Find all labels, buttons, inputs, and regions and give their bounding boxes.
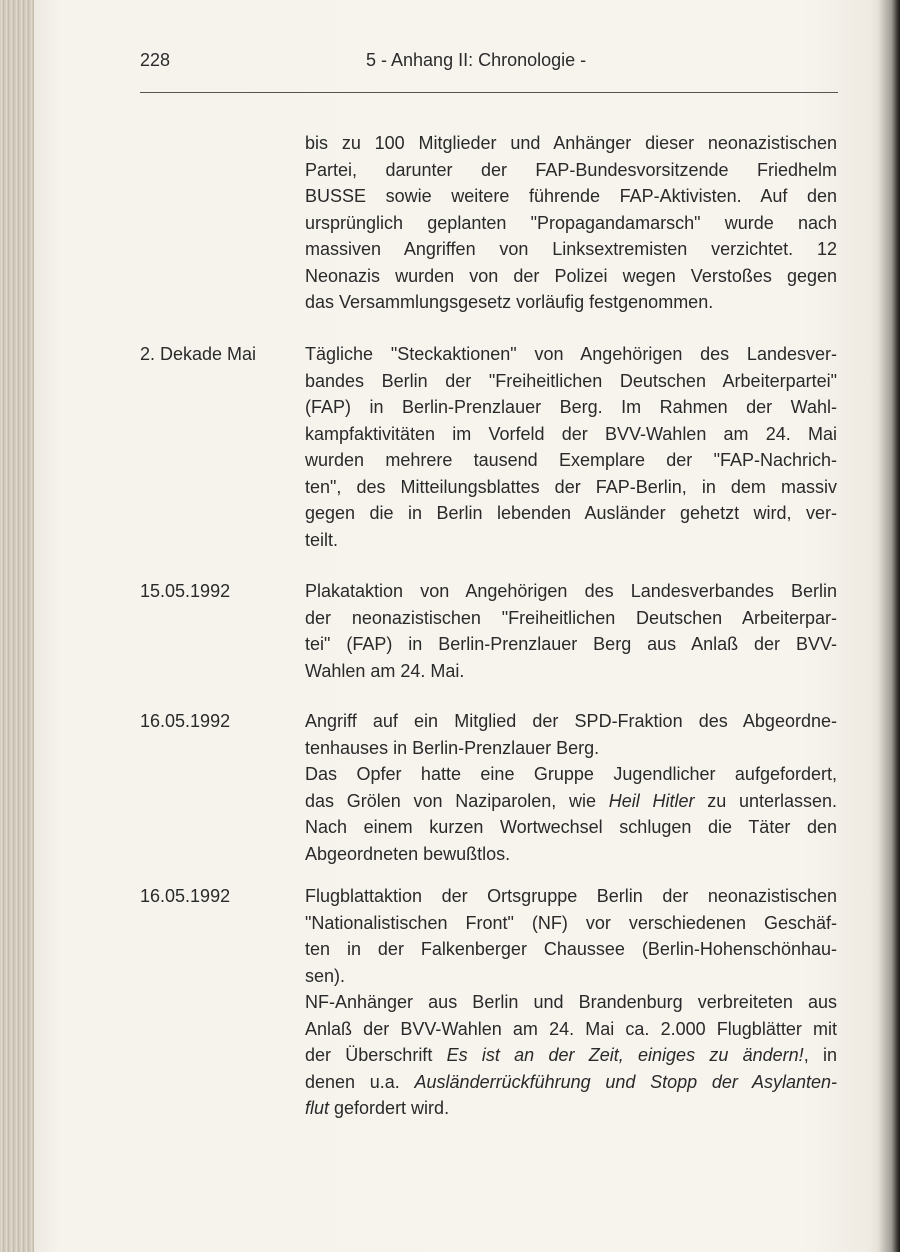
- text-line: BUSSE sowie weitere führende FAP-Aktivisten. Auf den: [305, 186, 837, 206]
- book-binding-left: [0, 0, 34, 1252]
- entry-date: 16.05.1992: [140, 886, 231, 906]
- text-line: Partei, darunter der FAP-Bundesvorsitzende Friedhelm: [305, 159, 837, 180]
- quoted-slogan: Heil Hitler: [608, 790, 695, 811]
- text-line: ursprünglich geplanten "Propagandamarsch" wurde nach: [305, 212, 837, 233]
- text-line: [305, 788, 837, 815]
- text-line: sen).: [305, 965, 346, 986]
- text-line: ten", des Mitteilungsblattes der FAP-Berlin, in dem massiv: [305, 476, 837, 497]
- text-line: tei" (FAP) in Berlin-Prenzlauer Berg aus Anlaß der BVV-: [305, 634, 837, 654]
- entry-body: [305, 883, 837, 1122]
- text-line: Neonazis wurden von der Polizei wegen Verstoßes gegen: [305, 265, 837, 286]
- text-segment: gefordert wird.: [329, 1098, 450, 1118]
- entry-date: 2. Dekade Mai: [140, 344, 257, 364]
- text-line: Plakataktion von Angehörigen des Landesverbandes Berlin: [305, 581, 837, 601]
- chapter-title: 5 - Anhang II: Chronologie -: [366, 50, 587, 70]
- running-header: [140, 50, 830, 80]
- text-line: Angriff auf ein Mitglied der SPD-Fraktion des Abgeordne-: [305, 711, 837, 731]
- text-line: bandes Berlin der "Freiheitlichen Deutschen Arbeiterpartei": [305, 370, 837, 391]
- book-binding-right: [878, 0, 900, 1252]
- text-line: Anlaß der BVV-Wahlen am 24. Mai ca. 2.000 Flugblätter mit: [305, 1018, 837, 1039]
- entry-body: [305, 578, 837, 684]
- text-line: (FAP) in Berlin-Prenzlauer Berg. Im Rahmen der Wahl-: [305, 397, 837, 417]
- text-line: Abgeordneten bewußtlos.: [305, 843, 511, 864]
- text-segment: , in: [803, 1045, 837, 1065]
- text-line: NF-Anhänger aus Berlin und Brandenburg verbreiteten aus: [305, 992, 837, 1012]
- text-line: teilt.: [305, 529, 339, 550]
- page-number: 228: [140, 50, 171, 70]
- text-line: kampfaktivitäten im Vorfeld der BVV-Wahlen am 24. Mai: [305, 423, 837, 444]
- header-rule: [140, 92, 838, 93]
- text-line: massiven Angriffen von Linksextremisten verzichtet. 12: [305, 239, 837, 259]
- text-line: [305, 1069, 837, 1096]
- entry-date: 16.05.1992: [140, 711, 231, 731]
- text-line: der neonazistischen "Freiheitlichen Deutschen Arbeiterpar-: [305, 607, 837, 628]
- text-line: tenhauses in Berlin-Prenzlauer Berg.: [305, 737, 600, 758]
- text-segment: zu unterlassen.: [694, 790, 837, 811]
- text-line: Wahlen am 24. Mai.: [305, 660, 465, 681]
- text-line: ten in der Falkenberger Chaussee (Berlin-Hohenschönhau-: [305, 939, 837, 959]
- leaflet-heading: Es ist an der Zeit, einiges zu ändern!: [446, 1045, 804, 1065]
- entry-date: 15.05.1992: [140, 581, 231, 601]
- text-line: das Versammlungsgesetz vorläufig festgenommen.: [305, 292, 714, 312]
- text-line: Flugblattaktion der Ortsgruppe Berlin der neonazistischen: [305, 886, 837, 906]
- text-segment: denen u.a.: [305, 1071, 415, 1092]
- leaflet-demand: flut: [305, 1098, 330, 1118]
- text-segment: der Überschrift: [305, 1045, 447, 1065]
- text-line: Nach einem kurzen Wortwechsel schlugen die Täter den: [305, 817, 837, 837]
- text-line: Das Opfer hatte eine Gruppe Jugendlicher aufgefordert,: [305, 764, 837, 784]
- text-line: wurden mehrere tausend Exemplare der "FAP-Nachrich-: [305, 450, 837, 470]
- text-line: gegen die in Berlin lebenden Ausländer gehetzt wird, ver-: [305, 503, 837, 523]
- text-line: Tägliche "Steckaktionen" von Angehörigen des Landesver-: [305, 344, 837, 364]
- text-line: [305, 1095, 837, 1122]
- leaflet-demand: Ausländerrückführung und Stopp der Asylanten-: [414, 1071, 837, 1092]
- entry-body: [305, 708, 837, 867]
- entry-body: [305, 341, 837, 553]
- entry-body: [305, 130, 837, 316]
- text-segment: das Grölen von Naziparolen, wie: [305, 790, 609, 811]
- text-line: "Nationalistischen Front" (NF) vor verschiedenen Geschäf-: [305, 912, 837, 933]
- text-line: [305, 1042, 837, 1069]
- text-line: bis zu 100 Mitglieder und Anhänger dieser neonazistischen: [305, 133, 837, 153]
